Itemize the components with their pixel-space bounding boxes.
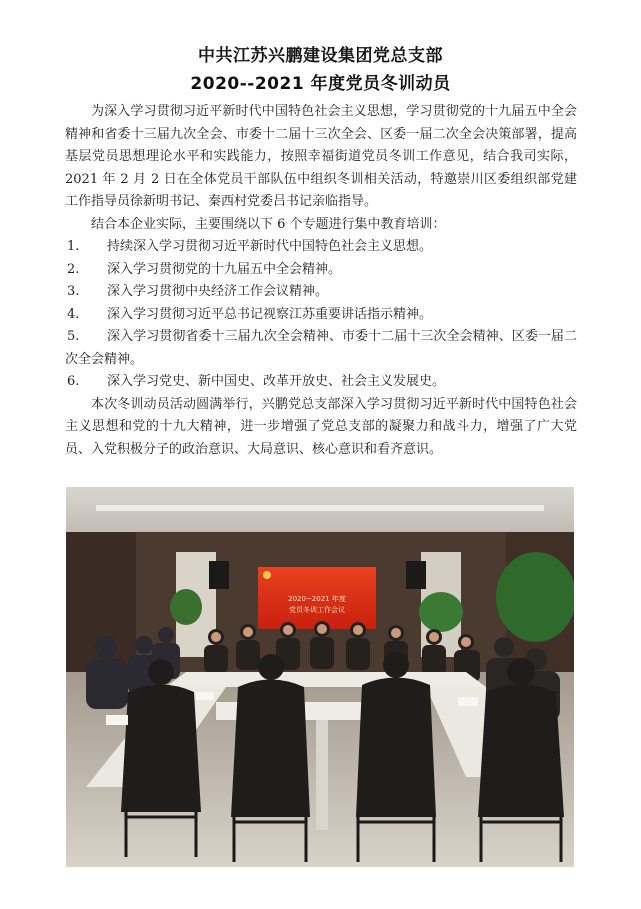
topic-text: 深入学习贯彻中央经济工作会议精神。 (107, 284, 329, 299)
topic-item (65, 304, 577, 327)
banner-line-1: 2020~2021 年度 (288, 595, 346, 603)
topic-text: 深入学习贯彻省委十三届九次全会精神、市委十二届十三次全会精神、区委一届二次全会精神。 (65, 329, 577, 367)
topic-item (65, 259, 577, 282)
topic-number: 4. (67, 306, 80, 322)
topic-number: 3. (67, 284, 80, 299)
topic-number: 5. (67, 329, 80, 344)
conclusion-paragraph: 本次冬训动员活动圆满举行，兴鹏党总支部深入学习贯彻习近平新时代中国特色社会主义思想和党的十九大精神，进一步增强了党总支部的凝聚力和战斗力，增强了广大党员、入党积极分子的政治意识、大局意识、核心意识和看齐意识。 (65, 396, 577, 457)
document-title: 中共江苏兴鹏建设集团党总支部 (198, 46, 443, 66)
meeting-photo (66, 487, 574, 867)
topic-text: 持续深入学习贯彻习近平新时代中国特色社会主义思想。 (107, 239, 433, 254)
topic-number: 6. (67, 374, 80, 389)
topic-item (65, 371, 577, 394)
topic-item (65, 236, 577, 259)
topic-item (65, 326, 577, 371)
document-body (65, 101, 577, 461)
topic-item (65, 281, 577, 304)
topic-text: 深入学习党史、新中国史、改革开放史、社会主义发展史。 (107, 374, 446, 389)
topic-text: 深入学习贯彻党的十九届五中全会精神。 (107, 261, 342, 277)
intro-paragraph: 为深入学习贯彻习近平新时代中国特色社会主义思想，学习贯彻党的十九届五中全会精神和省委十三届九次全会、市委十二届十三次全会、区委一届二次全会决策部署，提高基层党员思想理论水平和实践能力，按照幸福街道党员冬训工作意见，结合我司实际，2021 年 2 月 2 日在全体党员干部队伍中组织冬训相关活动，特邀崇川区委组织部党建工作指导员徐新明书记、秦西村党委吕书记亲临指导。 (65, 104, 577, 209)
topic-number: 2. (67, 261, 80, 277)
banner-line-2: 党员冬训工作会议 (289, 606, 345, 614)
topic-number: 1. (67, 239, 80, 254)
meeting-photo-illustration (66, 487, 574, 867)
document-subtitle: 2020--2021 年度党员冬训动员 (190, 74, 451, 94)
topic-text: 深入学习贯彻习近平总书记视察江苏重要讲话指示精神。 (107, 306, 433, 322)
lead-paragraph: 结合本企业实际，主要围绕以下 6 个专题进行集中教育培训： (91, 216, 446, 232)
topic-list (65, 236, 577, 394)
